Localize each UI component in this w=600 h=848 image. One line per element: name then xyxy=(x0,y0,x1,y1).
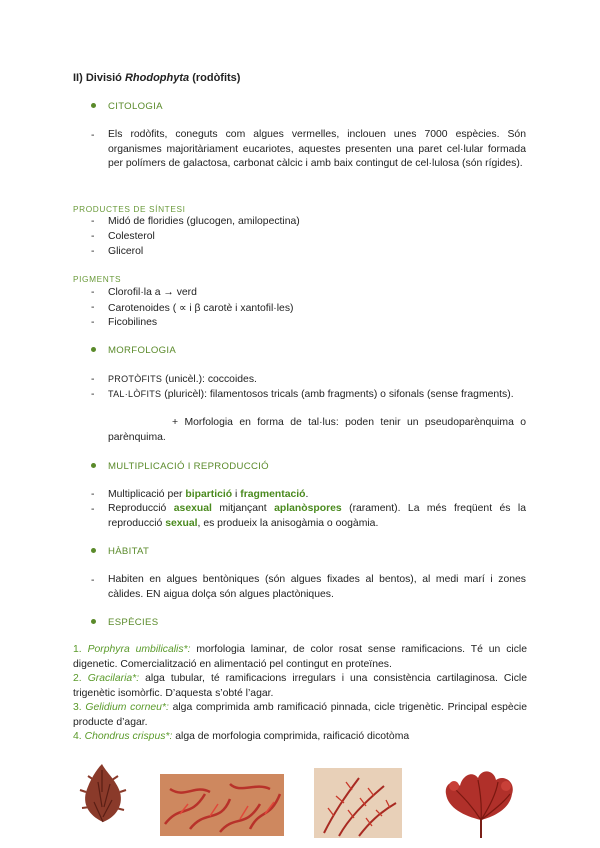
bullet-icon xyxy=(91,463,96,468)
morfologia-note: + Morfologia en forma de tal·lus: poden tenir un pseudoparènquima o parènquima. xyxy=(108,417,526,443)
bullet-icon xyxy=(91,619,96,624)
section-productes: PRODUCTES DE SÍNTESI xyxy=(73,204,186,214)
morfologia-protofits: PROTÒFITS (unicèl.): coccoides. xyxy=(108,374,257,385)
list-item: Glicerol xyxy=(108,246,144,257)
section-multiplicacio: MULTIPLICACIÓ I REPRODUCCIÓ xyxy=(91,461,269,472)
list-item: Colesterol xyxy=(108,231,155,242)
morfologia-talofits: TAL·LÒFITS (pluricèl): filamentosos tricals (amb fragments) o sifonals (sense fragments). xyxy=(108,389,514,400)
section-morfologia: MORFOLOGIA xyxy=(91,345,176,356)
section-especies: ESPÈCIES xyxy=(91,617,158,628)
bullet-icon xyxy=(91,103,96,108)
section-habitat: HÀBITAT xyxy=(91,546,149,557)
list-item: Midó de floridies (glucogen, amilopectina) xyxy=(108,216,300,227)
reproduccio-text: Reproducció asexual mitjançant aplanòspores (rarament). La més freqüent és la reproducció sexual, es produeix la anisogàmia o oogàmia. xyxy=(108,503,526,529)
list-item: Carotenoides ( ∝ i β carotè i xantofil·les) xyxy=(108,303,294,314)
list-item: Ficobilines xyxy=(108,317,158,328)
bullet-icon xyxy=(91,347,96,352)
bullet-icon xyxy=(91,548,96,553)
chondrus-photo xyxy=(434,764,528,840)
porphyra-photo xyxy=(72,762,134,840)
multiplicacio-line: Multiplicació per bipartició i fragmentació. xyxy=(108,489,309,500)
habitat-text: Habiten en algues bentòniques (són algues fixades al bentos), al medi marí i zones càlides. EN aigua dolça són algues plactòniques. xyxy=(108,574,526,600)
species-item: 1. Porphyra umbilicalis*: morfologia laminar, de color rosat sense ramificacions. Té un cicle digenetic. Comercialització en alimentació pel contingut en proteïnes. xyxy=(73,644,528,670)
page-title: II) Divisió Rhodophyta (rodòfits) xyxy=(73,72,241,84)
document-page: II) Divisió Rhodophyta (rodòfits) CITOLOGIA - Els rodòfits, coneguts com algues vermelles, inclouen unes 7000 espècies. Són organismes majoritàriament eucariotes, aquestes presenten una paret cel·lular formada per polímers de galactosa, carbonat càlcic i amb baix contingut de cel·lulosa (són rígides). PRODUCTES DE SÍNTESI - Midó de floridies (glucogen, amilopectina) - Colesterol - Glicerol PIGMENTS - Clorofil·la a → verd - Carotenoides ( ∝ i β carotè i xantofil·les) - Ficobilines MORFOLOGIA - PROTÒFITS (unicèl.): coccoides. - TAL·LÒFITS (pluricèl): filamentosos tricals (amb fragments) o sifonals (sense fragments). + Morfologia en forma de tal·lus: poden tenir un pseudoparènquima o parènquima. MULTIPLICACIÓ I REPRODUCCIÓ - Multiplicació per bipartició i fragmentació. - Reproducció asexual mitjançant aplanòspores (rarament). La més freqüent és la reproducció sexual, es produeix la anisogàmia o oogàmia. HÀBITAT - Habiten en algues bentòniques (són algues fixades al bentos), al medi marí i zones càlides. EN aigua dolça són algues plactòniques. ESPÈCIES 1. Porphyra umbilicalis*: morfologia laminar, de color rosat sense ramificacions. Té un cicle digenetic. Comercialització en alimentació pel contingut en proteïnes. 2. Gracilaria*: alga tubular, té ramificacions irregulars i una consistència cartilaginosa. Cicle trigenètic isomòrfic. D’aquesta s’obté l’agar. 3. Gelidium corneu*: alga comprimida amb ramificació pinnada, cicle trigenètic. Principal espècie producte d’agar. 4. Chondrus crispus*: alga de morfologia comprimida, raificació dicotòma xyxy=(0,0,600,848)
species-item: 4. Chondrus crispus*: alga de morfologia comprimida, raificació dicotòma xyxy=(73,731,410,742)
species-item: 2. Gracilaria*: alga tubular, té ramificacions irregulars i una consistència cartilaginosa. Cicle trigenètic isomòrfic. D’aquesta s’obté l’agar. xyxy=(73,673,527,699)
list-item: Clorofil·la a → verd xyxy=(108,287,197,298)
gelidium-photo xyxy=(314,768,402,838)
section-citologia: CITOLOGIA xyxy=(91,101,163,112)
citologia-text: Els rodòfits, coneguts com algues vermelles, inclouen unes 7000 espècies. Són organismes majoritàriament eucariotes, aquestes presenten una paret cel·lular formada per polímers de galactosa, carbonat càlcic i amb baix contingut de cel·lulosa (són rígides). xyxy=(108,129,526,169)
gracilaria-photo xyxy=(160,774,284,836)
species-item: 3. Gelidium corneu*: alga comprimida amb ramificació pinnada, cicle trigenètic. Principal espècie producte d’agar. xyxy=(73,702,527,728)
section-pigments: PIGMENTS xyxy=(73,274,122,284)
